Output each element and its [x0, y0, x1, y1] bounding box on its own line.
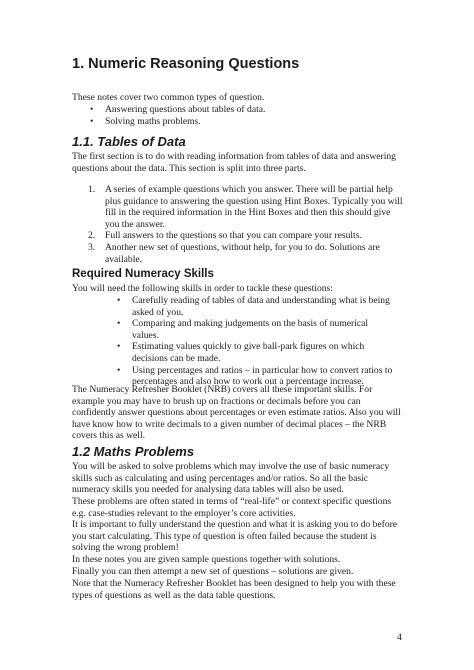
list-number: 2. [88, 230, 96, 242]
list-item-text: Full answers to the questions so that you can compare your results. [105, 230, 362, 242]
maths-paragraph-2: These problems are often stated in terms of “real-life” or context specific questions e.g. case-studies relevant to the employer’s core activities. [72, 496, 392, 519]
section-heading-maths-problems: 1.2 Maths Problems [72, 444, 195, 459]
intro-bullet-list [88, 104, 388, 127]
required-skills-bullet-list [115, 295, 397, 388]
list-number: 3. [88, 241, 96, 253]
section-heading-tables-of-data: 1.1. Tables of Data [72, 134, 186, 149]
list-item-text: A series of example questions which you answer. There will be partial help plus guidance to answering the question using Hint Boxes. Typically you will fill in the required information in the Hint Boxes and then this should give you the answer. [105, 184, 403, 230]
numbered-list-item [88, 184, 404, 230]
maths-paragraph-1: You will be asked to solve problems which may involve the use of basic numeracy skills such as calculating and using percentages and/or ratios. So all the basic numeracy skills you needed for analysing data tables will also be used. [72, 461, 390, 496]
numbered-list-item [88, 230, 404, 242]
intro-paragraph: These notes cover two common types of question. [72, 92, 265, 103]
tables-of-data-numbered-list [88, 184, 404, 265]
skill-bullet-item: • Using percentages and ratios – in particular how to convert ratios to percentages and also how to work out a percentage increase. [115, 365, 397, 388]
required-skills-paragraph: You will need the following skills in order to tackle these questions: [72, 283, 333, 294]
maths-paragraph-5: Finally you can then attempt a new set of questions – solutions are given. [72, 566, 354, 577]
page-number: 4 [397, 632, 402, 643]
skill-bullet-item: • Estimating values quickly to give ball-park figures on which decisions can be made. [115, 341, 397, 364]
numbered-list-item [88, 242, 404, 265]
list-number: 1. [88, 184, 96, 195]
maths-paragraph-6: Note that the Numeracy Refresher Booklet has been designed to help you with these types of questions as well as the data table questions. [72, 578, 396, 601]
skill-bullet-item: • Carefully reading of tables of data and understanding what is being asked of you. [115, 295, 397, 318]
intro-bullet-item: • Answering questions about tables of data. [88, 104, 388, 116]
nrb-paragraph: The Numeracy Refresher Booklet (NRB) covers all these important skills. For example you may have to brush up on fractions or decimals before you can confidently answer questions about percentages or even estimate ratios. Also you will have know how to write decimals to a given number of decimal places – the NRB covers this as well. [72, 384, 401, 442]
list-item-text: Another new set of questions, without help, for you to do. Solutions are available. [105, 241, 380, 265]
page-title: 1. Numeric Reasoning Questions [72, 56, 300, 72]
required-skills-heading: Required Numeracy Skills [72, 268, 214, 280]
tables-of-data-paragraph: The first section is to do with reading information from tables of data and answering questions about the data. This section is split into three parts. [72, 151, 396, 174]
maths-paragraph-4: In these notes you are given sample questions together with solutions. [72, 554, 341, 565]
skill-bullet-item: • Comparing and making judgements on the basis of numerical values. [115, 318, 397, 341]
intro-bullet-item: • Solving maths problems. [88, 116, 388, 128]
maths-paragraph-3: It is important to fully understand the question and what it is asking you to do before you start calculating. This type of question is often failed because the student is solving the wrong problem! [72, 519, 398, 554]
